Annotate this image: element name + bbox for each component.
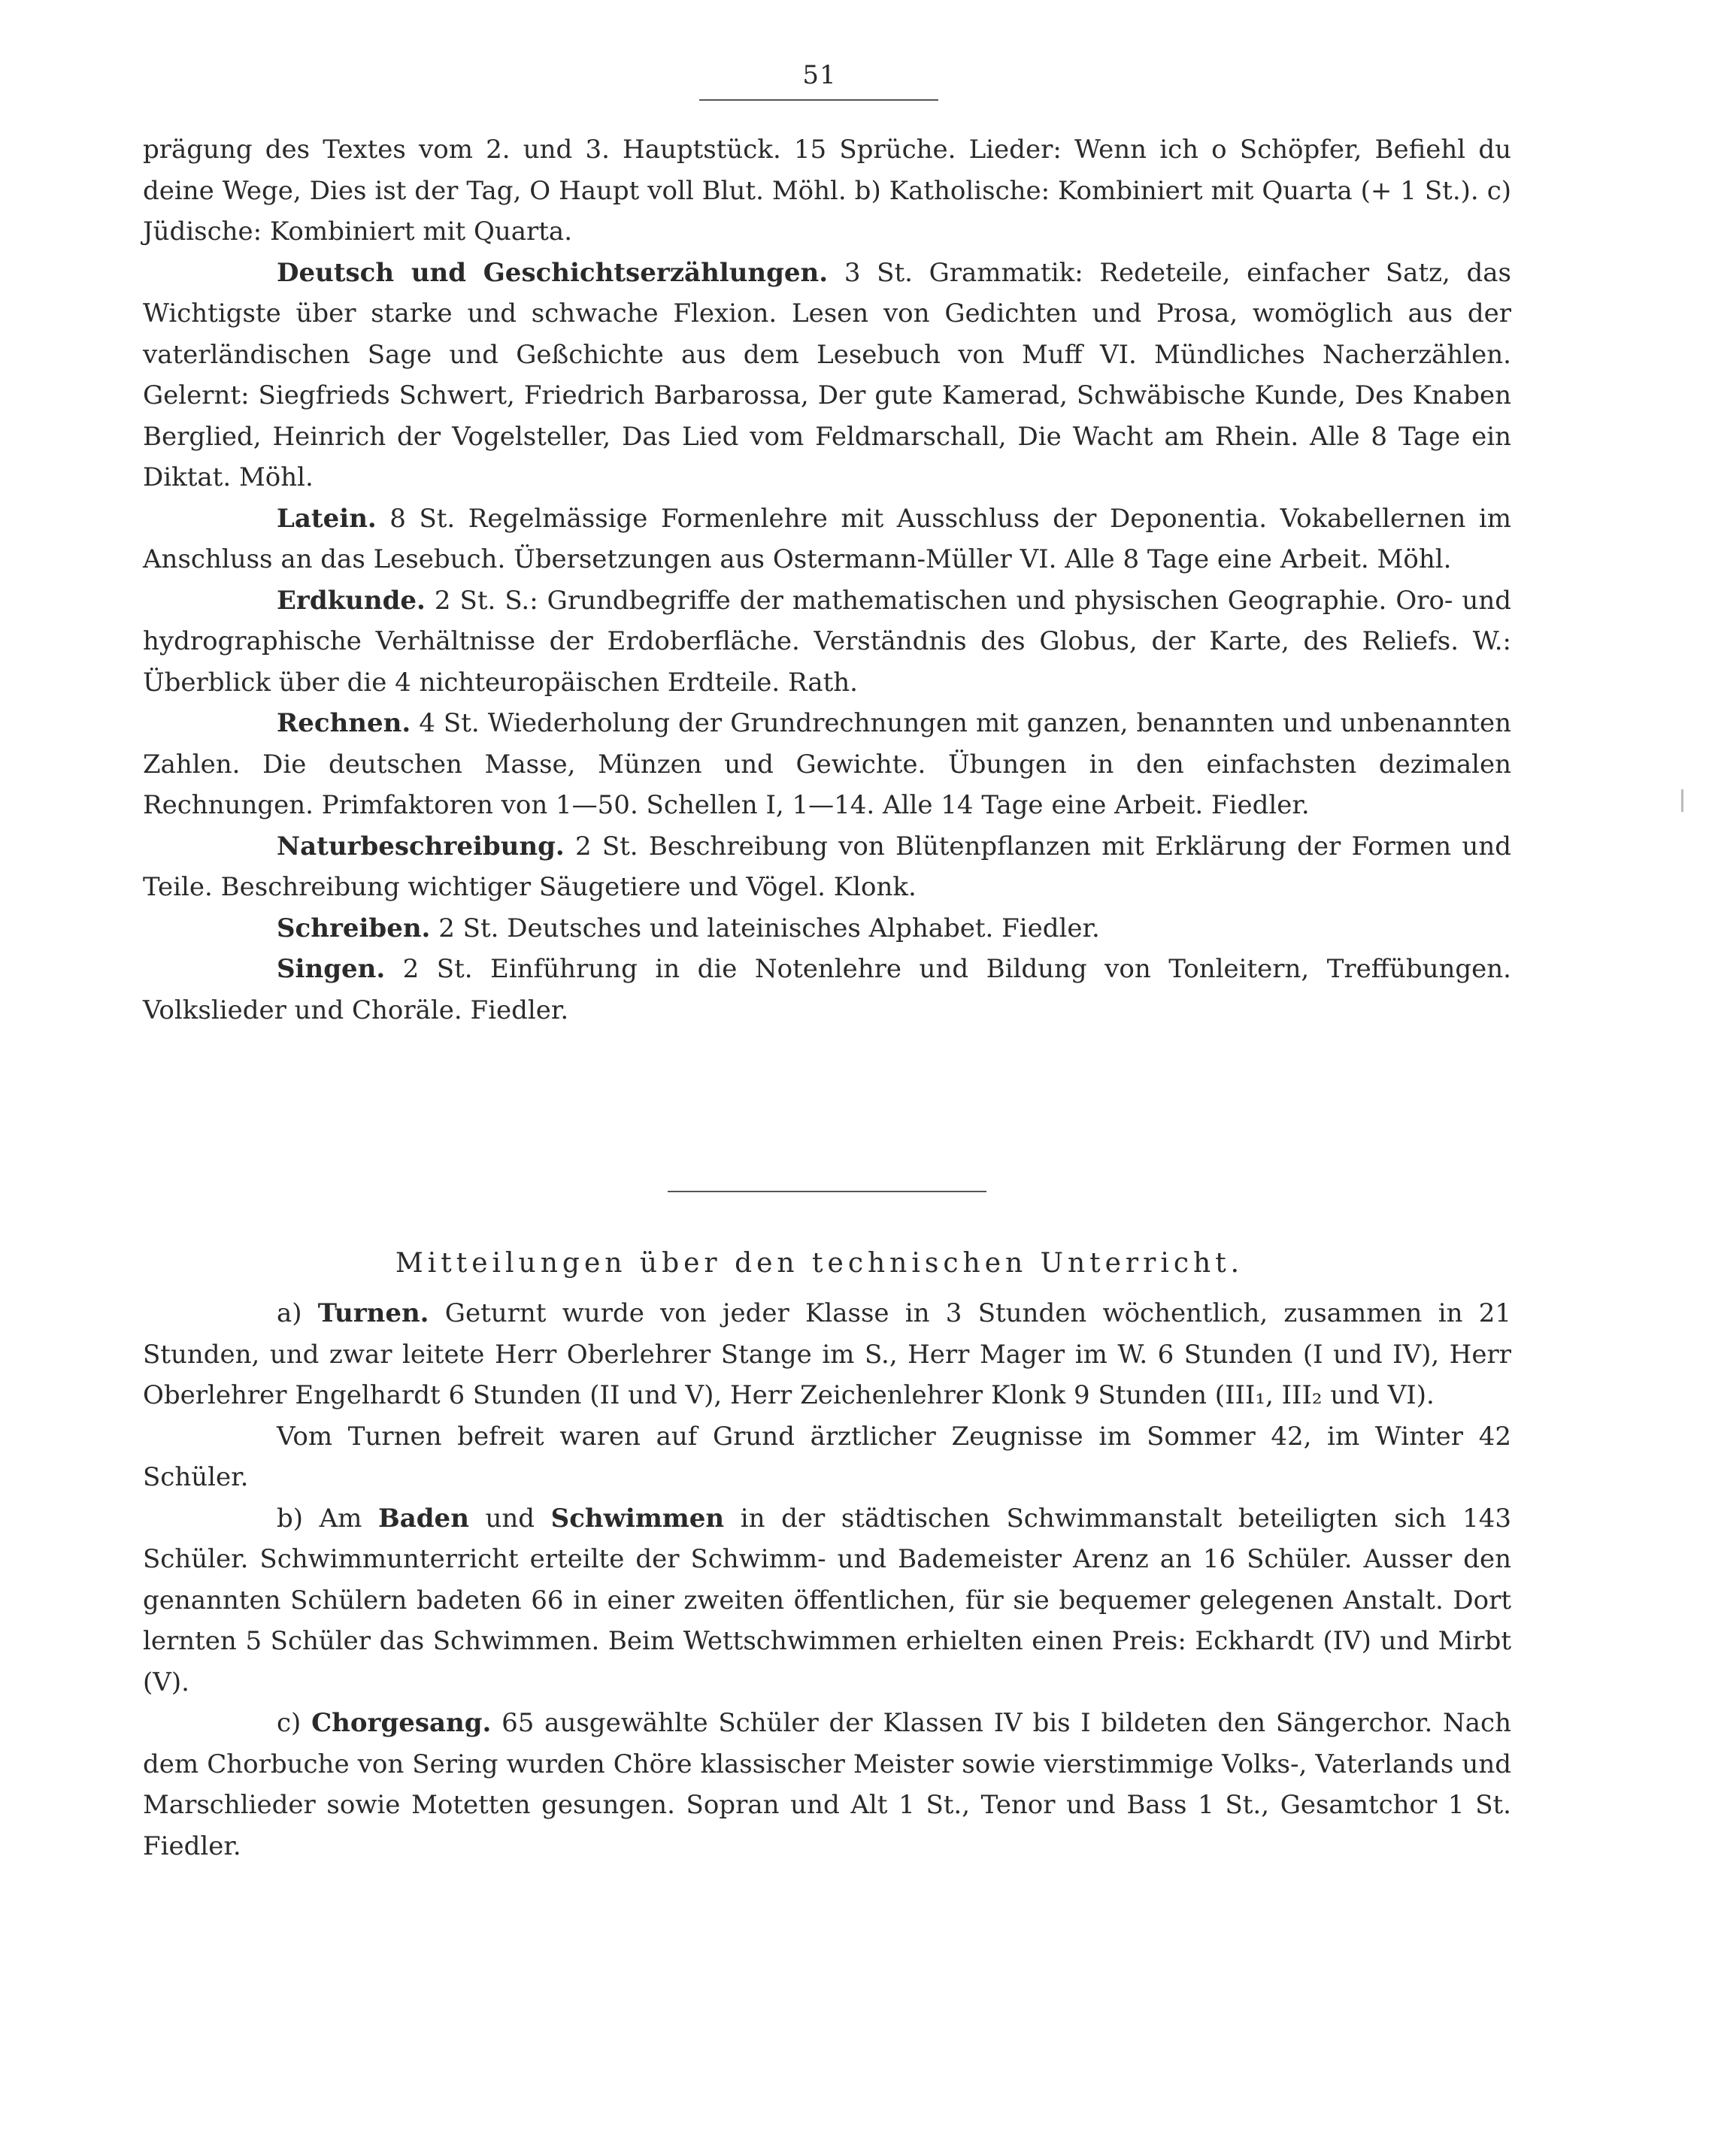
header-rule — [699, 99, 938, 101]
section-divider — [668, 1191, 986, 1192]
subject-deutsch — [143, 253, 1511, 498]
technical-section — [143, 1293, 1511, 1867]
paragraph-befreit: Vom Turnen befreit waren auf Grund ärztlicher Zeugnisse im Sommer 42, im Winter 42 Schüler. — [143, 1421, 1511, 1492]
subject-singen — [143, 949, 1511, 1031]
subject-text: 2 St. Deutsches und lateinisches Alphabet. Fiedler. — [430, 913, 1100, 943]
baden-title: Baden — [378, 1503, 469, 1534]
subject-erdkunde — [143, 580, 1511, 704]
chorgesang-text: 65 ausgewählte Schüler der Klassen IV bis I bildeten den Sängerchor. Nach dem Chorbuche von Sering wurden Chöre klassischer Meister sowie vierstimmige Volks-, Vaterlands und Marschlieder sowie Motetten gesungen. Sopran und Alt 1 St., Tenor und Bass 1 St., Gesamtchor 1 St. Fiedler. — [143, 1708, 1511, 1861]
curriculum-section — [143, 129, 1511, 1031]
schwimmen-title: Schwimmen — [550, 1503, 725, 1534]
baden-text: in der städtischen Schwimmanstalt beteiligten sich 143 Schüler. Schwimmunterricht erteilte der Schwimm- und Bademeister Arenz an 16 Schüler. Ausser den genannten Schülern badeten 66 in einer zweiten öffentlichen, für sie bequemer gelegenen Anstalt. Dort lernten 5 Schüler das Schwimmen. Beim Wettschwimmen erhielten einen Preis: Eckhardt (IV) und Mirbt (V). — [143, 1503, 1511, 1697]
paragraph-chorgesang — [143, 1703, 1511, 1867]
turnen-title: Turnen. — [317, 1298, 429, 1328]
page-number: 51 — [802, 60, 837, 90]
paragraph-baden — [143, 1498, 1511, 1703]
subject-title: Erdkunde. — [277, 585, 426, 616]
subject-text: 3 St. Grammatik: Redeteile, einfacher Satz, das Wichtigste über starke und schwache Flexion. Lesen von Gedichten und Prosa, womöglich aus der vaterländischen Sage und Geßchichte aus dem Lesebuch von Muff VI. Mündliches Nacherzählen. Gelernt: Siegfrieds Schwert, Friedrich Barbarossa, Der gute Kamerad, Schwäbische Kunde, Des Knaben Berglied, Heinrich der Vogelsteller, Das Lied vom Feldmarschall, Die Wacht am Rhein. Alle 8 Tage ein Diktat. Möhl. — [143, 257, 1512, 492]
subject-text: 8 St. Regelmässige Formenlehre mit Ausschluss der Deponentia. Vokabellernen im Anschluss an das Lesebuch. Übersetzungen aus Ostermann-Müller VI. Alle 8 Tage eine Arbeit. Möhl. — [143, 503, 1511, 574]
chorgesang-title: Chorgesang. — [311, 1708, 492, 1738]
subject-text: 2 St. Einführung in die Notenlehre und Bildung von Tonleitern, Treffübungen. Volkslieder und Choräle. Fiedler. — [143, 954, 1511, 1025]
subject-title: Schreiben. — [277, 913, 431, 943]
subject-title: Latein. — [277, 503, 377, 534]
subject-title: Deutsch und Geschichtserzählungen. — [277, 257, 829, 288]
item-prefix: a) — [277, 1298, 318, 1328]
item-prefix: c) — [277, 1708, 312, 1738]
subject-naturbeschreibung — [143, 826, 1511, 908]
subject-text: 4 St. Wiederholung der Grundrechnungen mit ganzen, benannten und unbenannten Zahlen. Die deutschen Masse, Münzen und Gewichte. Übungen in den einfachsten dezimalen Rechnungen. Primfaktoren von 1—50. Schellen I, 1—14. Alle 14 Tage eine Arbeit. Fiedler. — [143, 708, 1511, 820]
subject-title: Singen. — [277, 954, 386, 984]
continuation-paragraph: prägung des Textes vom 2. und 3. Hauptstück. 15 Sprüche. Lieder: Wenn ich o Schöpfer, Befiehl du deine Wege, Dies ist der Tag, O Haupt voll Blut. Möhl. b) Katholische: Kombiniert mit Quarta (+ 1 St.). c) Jüdische: Kombiniert mit Quarta. — [143, 135, 1511, 247]
section-title: Mitteilungen über den technischen Unterricht. — [395, 1248, 1244, 1279]
subject-title: Naturbeschreibung. — [277, 831, 565, 861]
paragraph-turnen — [143, 1293, 1511, 1416]
subject-text: 2 St. Beschreibung von Blütenpflanzen mit Erklärung der Formen und Teile. Beschreibung wichtiger Säugetiere und Vögel. Klonk. — [143, 831, 1511, 902]
subject-rechnen — [143, 703, 1511, 826]
item-prefix: b) Am — [277, 1503, 379, 1534]
subject-latein — [143, 498, 1511, 580]
scan-margin-mark — [1681, 789, 1683, 812]
subject-schreiben — [143, 908, 1511, 949]
subject-title: Rechnen. — [277, 708, 411, 738]
baden-connector: und — [468, 1503, 551, 1534]
turnen-text: Geturnt wurde von jeder Klasse in 3 Stunden wöchentlich, zusammen in 21 Stunden, und zwar leitete Herr Oberlehrer Stange im S., Herr Mager im W. 6 Stunden (I und IV), Herr Oberlehrer Engelhardt 6 Stunden (II und V), Herr Zeichenlehrer Klonk 9 Stunden (III₁, III₂ und VI). — [143, 1298, 1511, 1410]
subject-text: 2 St. S.: Grundbegriffe der mathematischen und physischen Geographie. Oro- und hydrographische Verhältnisse der Erdoberfläche. Verständnis des Globus, der Karte, des Reliefs. W.: Überblick über die 4 nichteuropäischen Erdteile. Rath. — [143, 585, 1511, 698]
